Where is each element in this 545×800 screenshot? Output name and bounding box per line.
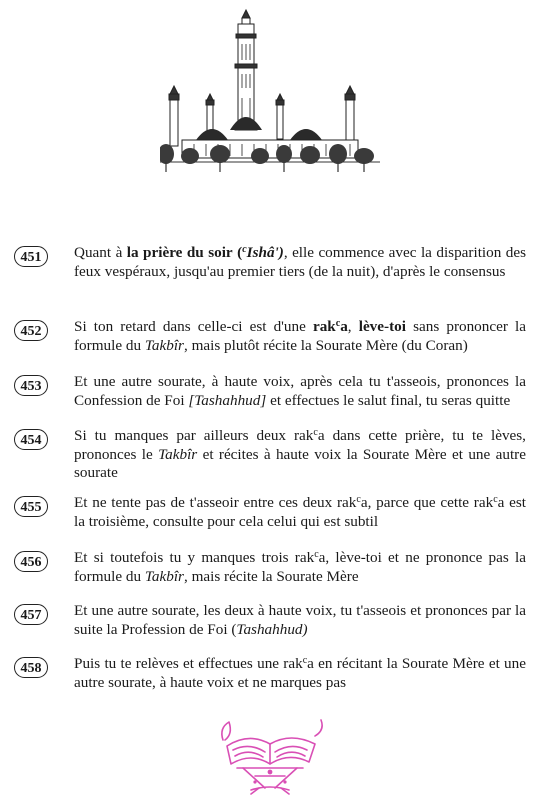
mosque-illustration: [160, 8, 380, 180]
verse-text-segment: Takbîr: [144, 336, 184, 354]
verse-text: [74, 602, 526, 639]
verse-number-badge: 454: [14, 429, 48, 450]
verse-text-segment: c: [356, 494, 361, 505]
verse-text-segment: [Tashahhud]: [188, 391, 267, 409]
verse-text-segment: c: [242, 244, 247, 255]
verse-number-badge: 455: [14, 496, 48, 517]
verse-number-badge: 457: [14, 604, 48, 625]
verse-text-segment: c: [313, 427, 318, 438]
verse-text: [74, 494, 526, 531]
verse-text-segment: la prière du soir: [126, 244, 233, 261]
verse-number-badge: 456: [14, 551, 48, 572]
verse-text-segment: Takbîr: [158, 445, 198, 463]
verse-number-badge: 451: [14, 246, 48, 267]
verse-text-segment: Et si toutefois tu y manques trois rak: [74, 549, 315, 566]
verse-text: [74, 318, 526, 355]
verse-text-segment: et récites à haute voix la Sourate Mère et une autre sourate: [74, 445, 526, 481]
verse-text-segment: Si ton retard dans celle-ci est d'une: [74, 318, 313, 335]
verse-text-segment: Et ne tente pas de t'asseoir entre ces deux rak: [74, 494, 357, 511]
verse-text-segment: a est la troisième, consulte pour cela celui qui est subtil: [74, 494, 526, 530]
quran-on-stand-icon: [215, 710, 325, 795]
verse-text-segment: et effectues le salut final, tu seras quitte: [266, 391, 511, 409]
verse-number-badge: 452: [14, 320, 48, 341]
verse-text-segment: (: [237, 244, 243, 261]
verse-text-segment: c: [335, 318, 341, 329]
verse-text-segment: sans prononcer la formule du: [74, 318, 526, 354]
verse-text-segment: a en récitant la Sourate Mère et une autre sourate, à haute voix et ne marques pas: [74, 655, 526, 691]
verse-text-segment: Et une autre sourate, à haute voix, après cela tu t'asseois, prononces la Confession de Foi: [74, 373, 526, 409]
verse-text-segment: Tashahhud): [236, 620, 308, 638]
verse-text-segment: , mais récite la Sourate Mère: [183, 567, 359, 585]
verse-text-segment: Si tu manques par ailleurs deux rak: [74, 427, 314, 444]
verse-text-segment: , mais plutôt récite la Sourate Mère (du Coran): [183, 336, 468, 354]
verse-text: [74, 655, 526, 692]
verse-text-segment: a: [340, 318, 348, 335]
verse-text: [74, 373, 526, 410]
verse-text-segment: a dans cette prière, tu te lèves, prononces le: [74, 427, 526, 463]
verse-text-segment: , elle commence avec la disparition des feux vespéraux, jusqu'au premier tiers (de la nuit), d'après le consensus: [74, 244, 527, 280]
verse-text-segment: Ishâ'): [246, 244, 284, 261]
verse-text: [74, 244, 526, 281]
verse-text: [74, 549, 526, 586]
verse-text-segment: c: [314, 549, 319, 560]
verse-text-segment: Quant à: [74, 244, 127, 261]
verse-text-segment: Puis tu te relèves et effectues une rak: [74, 655, 303, 672]
verse-text-segment: c: [302, 655, 308, 666]
verse-text-segment: a, parce que cette rak: [360, 494, 494, 511]
verse-text-segment: Takbîr: [144, 567, 184, 585]
verse-text-segment: lève-toi: [358, 318, 406, 335]
verse-text-segment: ,: [347, 318, 359, 335]
verse-text-segment: c: [493, 494, 498, 505]
verse-text-segment: Et une autre sourate, les deux à haute voix, tu t'asseois et prononces par la suite la Profession de Foi (: [74, 602, 526, 638]
verse-text-segment: a, lève-toi et ne prononce pas la formule du: [74, 549, 526, 585]
verse-text-segment: rak: [312, 318, 336, 335]
verse-number-badge: 453: [14, 375, 48, 396]
verse-text: [74, 427, 526, 483]
verse-number-badge: 458: [14, 657, 48, 678]
